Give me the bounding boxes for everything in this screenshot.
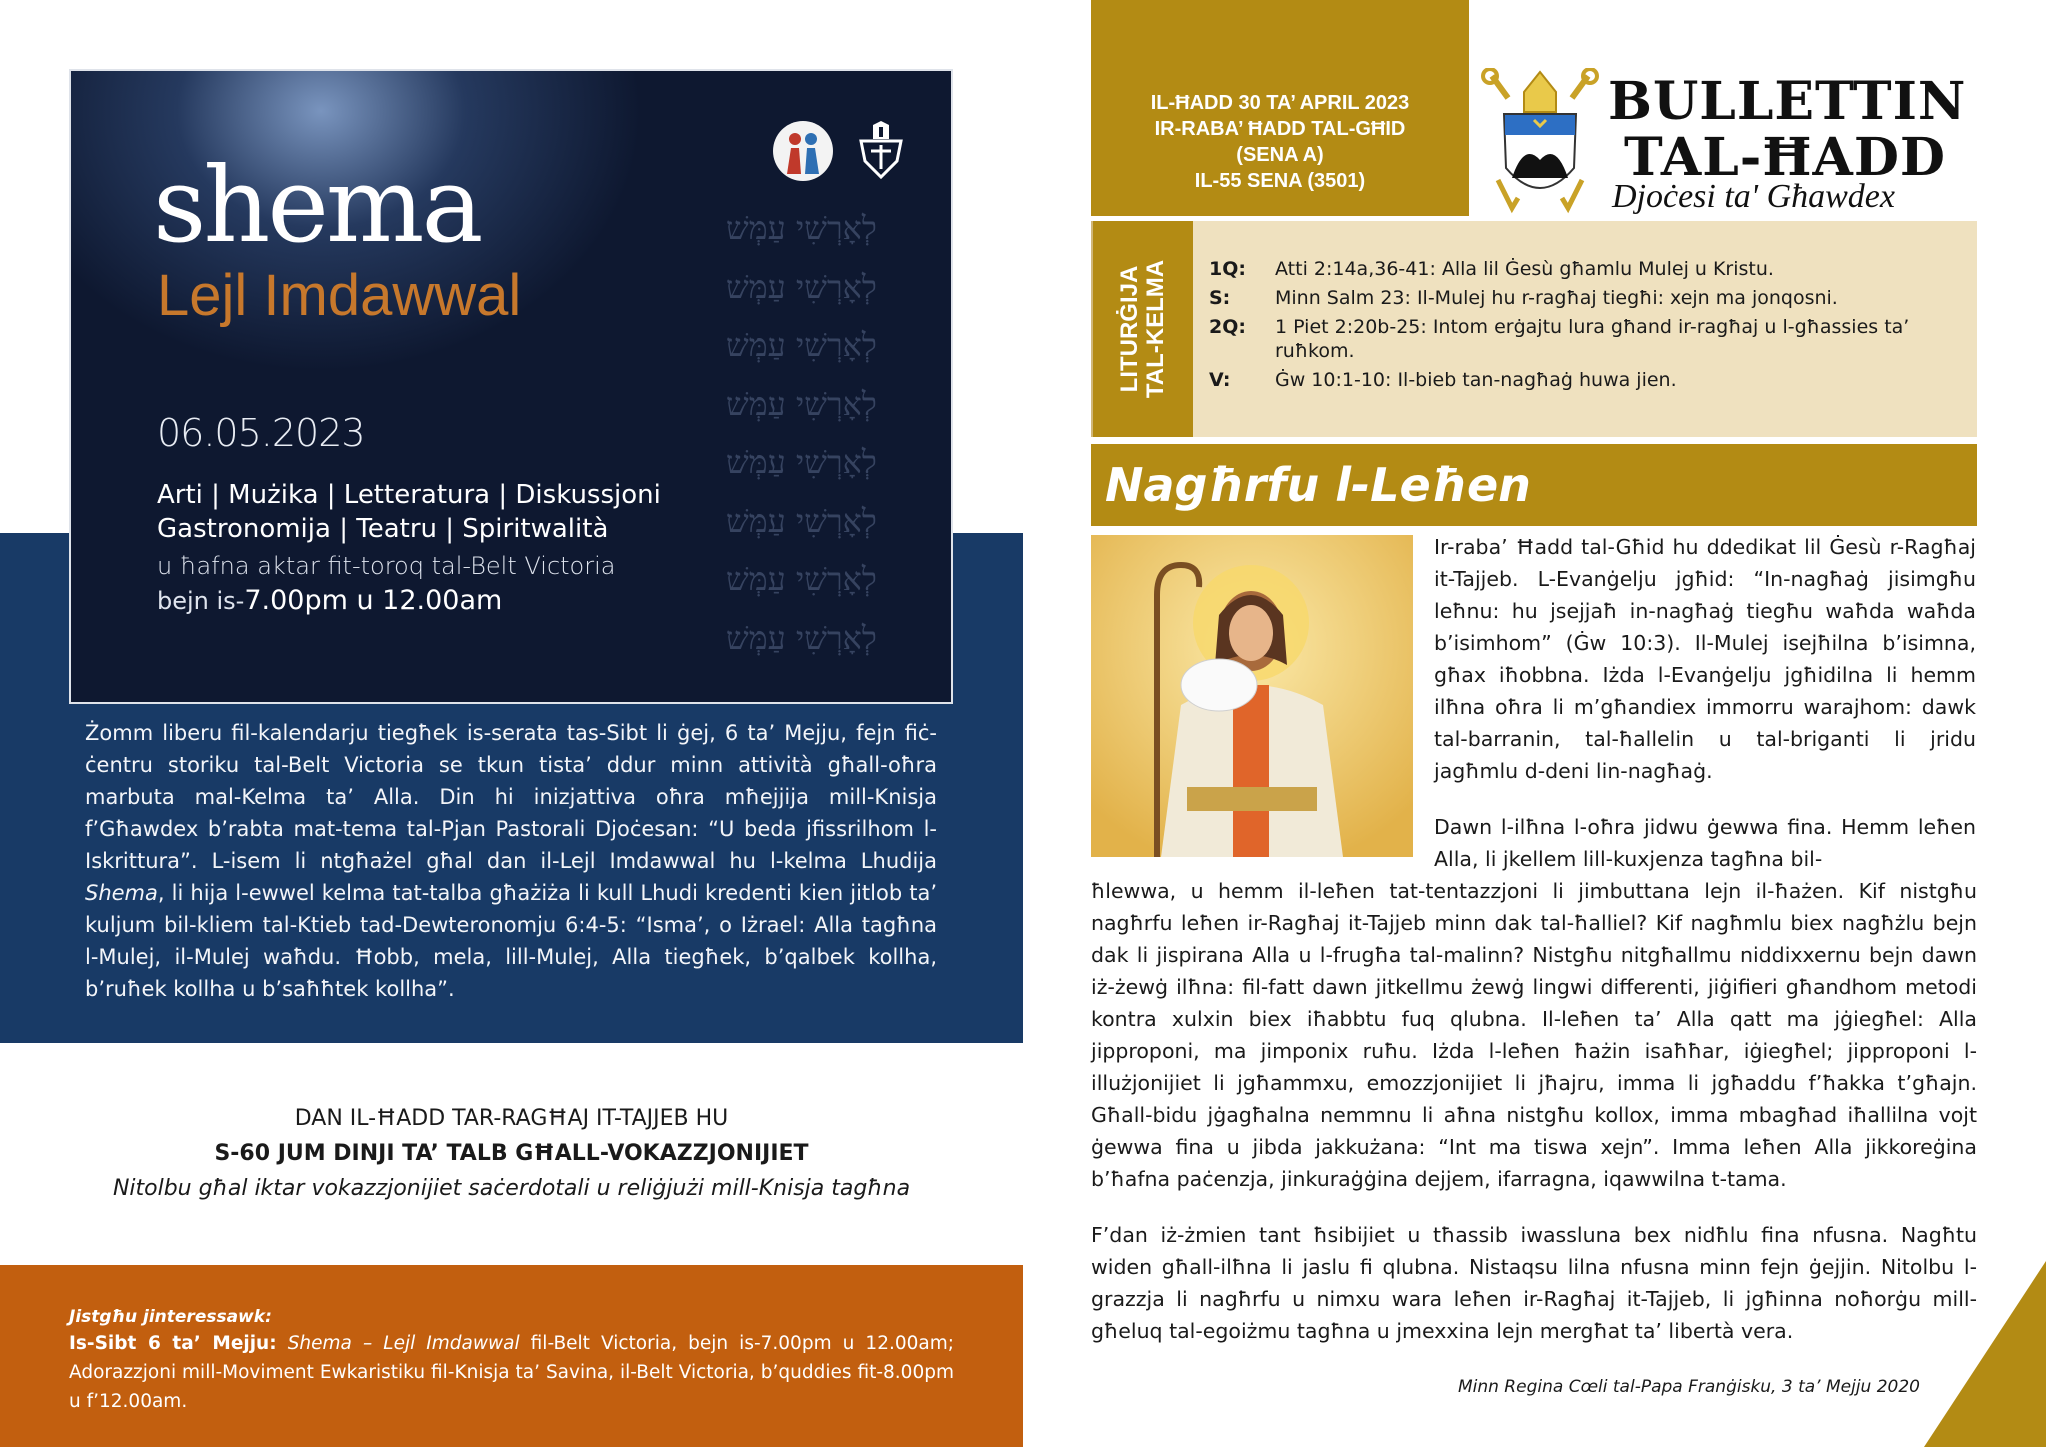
vocations-day-line-1: DAN IL-ĦADD TAR-RAGĦAJ IT-TAJJEB HU: [294, 1106, 729, 1131]
reading-code: 1Q:: [1209, 258, 1246, 280]
vocations-day-line-2: S-60 JUM DINJI TA’ TALB GĦALL-VOKAZZJONIJIET: [214, 1141, 809, 1166]
reading-text: Minn Salm 23: Il-Mulej hu r-ragħaj tiegħi: xejn ma jonqosni.: [1275, 287, 1838, 309]
hebrew-line: לְאָרְשִׁי עַמְּשׁ: [726, 209, 877, 247]
reading-row: [1209, 257, 1967, 281]
article-paragraph-2-start: Dawn l-ilħna l-oħra jidwu ġewwa fina. Hemm leħen Alla, li jkellem lill-kuxjenza tagħna bil-: [1434, 815, 1976, 871]
hebrew-line: לְאָרְשִׁי עַמְּשׁ: [726, 326, 877, 364]
reading-text: 1 Piet 2:20b-25: Intom erġajtu lura għand ir-ragħaj u l-għassies ta’ ruħkom.: [1275, 316, 1910, 362]
liturgy-tab-line-2: TAL-KELMA: [1142, 259, 1169, 399]
hebrew-pattern: [726, 199, 877, 667]
poster-location-line: u ħafna aktar fit-toroq tal-Belt Victoria: [157, 552, 616, 580]
liturgy-box: [1091, 221, 1977, 437]
poster-time: 7.00pm u 12.00am: [244, 585, 503, 616]
reading-row: [1209, 368, 1967, 392]
reading-code: V:: [1209, 369, 1231, 391]
reading-code: S:: [1209, 287, 1231, 309]
hebrew-line: לְאָרְשִׁי עַמְּשׁ: [726, 618, 877, 657]
poster-activities-line-2: Gastronomija | Teatru | Spiritwalità: [157, 514, 609, 544]
article-paragraph-2-rest: ħlewwa, u hemm il-leħen tat-tentazzjoni li jimbuttana lejn il-ħażen. Kif nistgħu nagħrfu leħen ir-Ragħaj it-Tajjeb minn dak tal-ħalliel? Kif nagħmlu biex nagħżlu bejn dak li jispirana Alla u l-frugħa tal-malinn? Nistgħu nitgħallmu niddixxernu bejn dawn iż-żewġ ilħna: fil-fatt dawn jitkellmu żewġ lingwi differenti, jiġifieri għandhom metodi kontra xulxin biex iħabbtu fuq qlubna. Il-leħen ta’ Alla qatt ma jġiegħel: Alla jipproponi, ma jimponix ruħu. Iżda l-leħen ħażin isaħħar, iġiegħel; jipproponi l-illużjonijiet li jgħammxu, emozzjonijiet li jħajru, imma li jgħaddu f’ħakka t’għajn. Għall-bidu jġagħalna nemmnu li aħna nistgħu kollox, imma mbagħad iħallilna vojt ġewwa fina u jibda jakkużana: “Int ma tiswa xejn”. Imma leħen Alla jikkoreġina b’ħafna paċenzja, jinkuraġġina dejjem, ifarragna, iqawwilna t-tama.: [1091, 879, 1977, 1191]
events-title: Shema – Lejl Imdawwal: [287, 1333, 520, 1354]
poster-time-line: [157, 585, 502, 616]
corner-decoration: [1924, 1261, 2046, 1447]
poster-subtitle: Lejl Imdawwal: [157, 263, 522, 328]
announcement-part-1: Żomm liberu fil-kalendarju tiegħek is-serata tas-Sibt li ġej, 6 ta’ Mejju, fejn fiċ-ċentru storiku tal-Belt Victoria se tkun tista’ ddur minn attività għall-oħra marbuta mal-Kelma ta’ Alla. Din hi inizjattiva oħra mħejjija mill-Knisja f’Għawdex b’rabta mat-tema tal-Pjan Pastorali Djoċesan: “U beda jfissrilhom l-Iskrittura”. L-isem li ntgħażel għal dan il-Lejl Imdawwal hu l-kelma Lhudija: [85, 721, 937, 873]
shema-announcement-text: [85, 717, 937, 1005]
liturgy-tab-label: [1117, 260, 1169, 398]
events-text: [69, 1329, 954, 1416]
masthead-title-line-1: BULLETTIN: [1608, 71, 1967, 132]
liturgical-year: (SENA A): [1236, 144, 1324, 166]
vocations-day-line-3: Nitolbu għal iktar vokazzjonijiet saċerdotali u reliġjużi mill-Knisja tagħna: [112, 1176, 911, 1201]
hebrew-line: לְאָרְשִׁי עַמְּשׁ: [726, 443, 877, 481]
reading-text: Atti 2:14a,36-41: Alla lil Ġesù għamlu Mulej u Kristu.: [1275, 258, 1774, 280]
readings-list: [1209, 257, 1967, 397]
liturgy-tab-line-1: LITURĠIJA: [1116, 265, 1143, 393]
events-details: fil-Belt Victoria, bejn is-7.00pm u 12.00am; Adorazzjoni mill-Moviment Ewkaristiku fil-Knisja ta’ Savina, il-Belt Victoria, b’quddies fit-8.00pm u f’12.00am.: [69, 1333, 954, 1412]
good-shepherd-image: [1091, 535, 1413, 857]
masthead: [1478, 62, 2038, 222]
announcement-italic-shema: Shema: [85, 881, 158, 905]
hebrew-line: לְאָרְשִׁי עַמְּשׁ: [726, 384, 877, 423]
poster-time-prefix: bejn is-: [157, 587, 245, 615]
events-heading: Jistgħu jinteressawk:: [69, 1307, 272, 1327]
shema-poster: [69, 69, 953, 704]
liturgical-sunday: IR-RABA’ ĦADD TAL-GĦID: [1154, 118, 1406, 140]
reading-row: [1209, 286, 1967, 310]
reading-text: Ġw 10:1-10: Il-bieb tan-nagħaġ huwa jien.: [1275, 369, 1677, 391]
reading-code: 2Q:: [1209, 316, 1246, 338]
liturgy-tab: [1093, 221, 1193, 437]
hebrew-line: לְאָרְשִׁי עַמְּשׁ: [726, 560, 877, 598]
diocese-coat-of-arms-icon: [1478, 68, 1602, 218]
masthead-title-line-2: TAL-ĦADD: [1624, 127, 1947, 188]
hebrew-line: לְאָרְשִׁי עַמְּשׁ: [726, 267, 877, 306]
poster-date: 06.05.2023: [157, 411, 365, 455]
bishop-crest-icon: [857, 121, 905, 181]
issue-number: IL-55 SENA (3501): [1194, 170, 1366, 192]
diocesan-logo-icon: [773, 121, 833, 181]
events-box: [0, 1265, 1023, 1447]
article-source: Minn Regina Cœli tal-Papa Franġisku, 3 ta’ Mejju 2020: [1457, 1377, 1920, 1397]
article-paragraph-1: Ir-raba’ Ħadd tal-Għid hu ddedikat lil Ġesù r-Ragħaj it-Tajjeb. L-Evanġelju jgħid: “In-nagħaġ jisimgħu leħnu: hu jsejjaħ in-nagħaġ tiegħu waħda waħda b’isimhom” (Ġw 10:3). Il-Mulej isejħilna b’isimna, għax iħobbna. Iżda l-Evanġelju jgħidilna li hemm ilħna oħra li m’għandiex immorru warajhom: dawk tal-barranin, tal-ħallelin u tal-briganti li jridu jagħmlu d-deni lin-nagħaġ.: [1434, 535, 1976, 783]
article-title: Nagħrfu l-Leħen: [1091, 444, 1977, 526]
hebrew-line: לְאָרְשִׁי עַמְּשׁ: [726, 501, 877, 540]
masthead-subtitle: Djoċesi ta' Għawdex: [1612, 178, 1895, 215]
poster-activities-line-1: Arti | Mużika | Letteratura | Diskussjoni: [157, 480, 661, 510]
events-date: Is-Sibt 6 ta’ Mejju:: [69, 1333, 277, 1354]
issue-date-box: [1091, 0, 1469, 216]
announcement-part-2: , li hija l-ewwel kelma tat-talba għażiża li kull Lhudi kredenti kien jitlob ta’ kuljum bil-kliem tal-Ktieb tad-Dewteronomju 6:4-5: “Isma’, o Iżrael: Alla tagħna l-Mulej, il-Mulej waħdu. Ħobb, mela, lill-Mulej, Alla tiegħek, b’qalbek kollha, b’ruħek kollha u b’saħħtek kollha”.: [85, 881, 937, 1001]
article-paragraph-3: F’dan iż-żmien tant ħsibijiet u tħassib iwassluna bex nidħlu fina nfusna. Nagħtu widen għall-ilħna li jaslu fi qlubna. Nistaqsu lilna nfusna minn fejn ġejjin. Nitolbu l-grazzja li nagħrfu u nimxu wara leħen ir-Ragħaj it-Tajjeb, li jgħinna noħorġu mill-għeluq tal-egoiżmu tagħna u jmexxina lejn mergħat ta’ libertà vera.: [1091, 1223, 1977, 1343]
poster-logos: [773, 121, 905, 181]
reading-row: [1209, 315, 1967, 363]
issue-date: IL-ĦADD 30 TA’ APRIL 2023: [1150, 92, 1410, 114]
poster-title: shema: [153, 144, 481, 266]
